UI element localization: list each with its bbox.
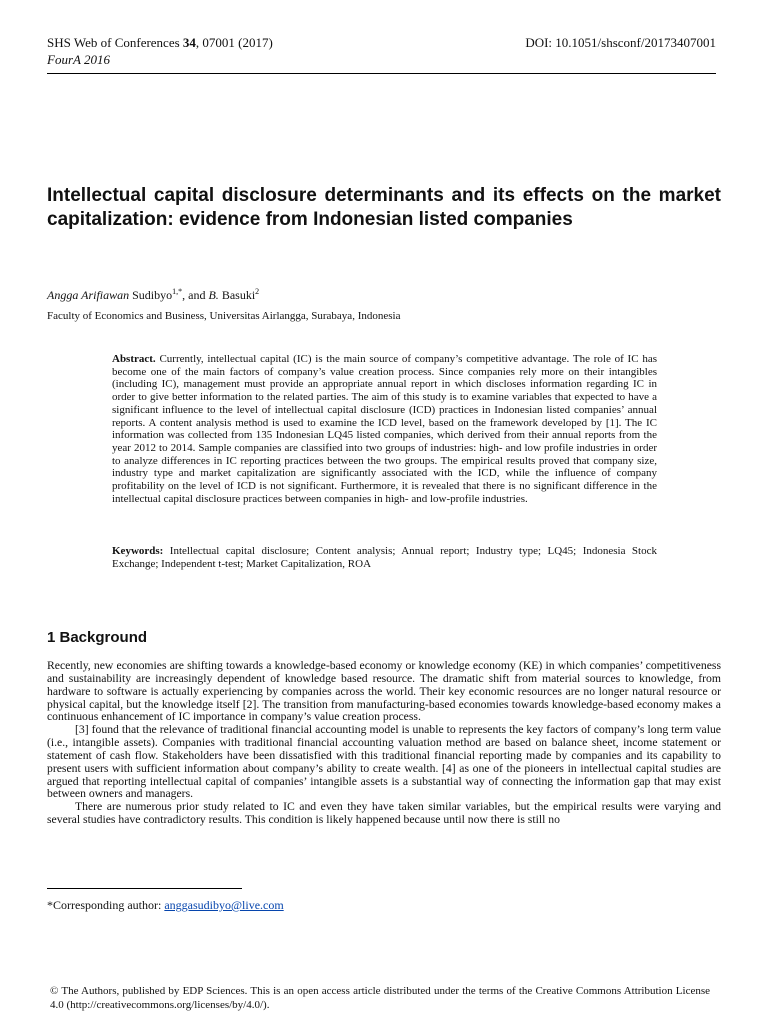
author-2-initial: B. bbox=[208, 288, 219, 302]
author-1-affiliation-mark: 1,* bbox=[172, 287, 183, 296]
author-email-link[interactable]: anggasudibyo@live.com bbox=[164, 898, 284, 912]
corresponding-author-footnote bbox=[47, 898, 284, 913]
keywords-label: Keywords: bbox=[112, 545, 164, 557]
conference-venue: FourA 2016 bbox=[47, 52, 110, 67]
license-notice: © The Authors, published by EDP Sciences. This is an open access article distributed under the terms of the Creative Commons Attribution License 4.0 (http://creativecommons.org/licenses/by/4.0/). bbox=[50, 985, 710, 1011]
doi-label: DOI: 10.1051/shsconf/20173407001 bbox=[525, 35, 716, 50]
header-divider bbox=[47, 73, 716, 74]
body-paragraph: Recently, new economies are shifting towards a knowledge-based economy or knowledge economy (KE) in which companies’ competitiveness and sustainability are increasingly dependent of knowledge based resource. The dramatic shift from material sources to knowledge, from hardware to software is actually experiencing by companies across the world. Their key economic resources are no longer natural resource or physical capital, but the knowledge itself [2]. The transition from manufacturing-based economies towards knowledge-based economy makes a continuous enhancement of IC importance in company’s value creation process. bbox=[47, 659, 721, 724]
journal-prefix: SHS Web of Conferences bbox=[47, 35, 183, 50]
abstract-label: Abstract. bbox=[112, 353, 156, 365]
footnote-label: *Corresponding author: bbox=[47, 898, 165, 912]
paper-title: Intellectual capital disclosure determinants and its effects on the market capitalization: evidence from Indonesian listed companies bbox=[47, 185, 721, 230]
abstract-text: Currently, intellectual capital (IC) is the main source of company’s competitive advantage. The role of IC has become one of the main factors of company’s value creation process. Since companies rely more on their intangibles (including IC), management must provide an appropriate annual report in which discloses information regarding IC in order to give better information to the related parties. The aim of this study is to examine variables that expected to have a significant influence to the level of intellectual capital disclosure (ICD) practices in Indonesian listed companies’ annual reports. A content analysis method is used to examine the ICD level, based on the framework developed by [1]. The IC information was collected from 135 Indonesian LQ45 listed companies, which derived from their annual reports from the year 2012 to 2014. Sample companies are classified into two groups of industries: high- and low profile industries in order to analyze differences in IC reporting practices between the two groups. The empirical results proved that company size, industry type and market capitalization are significantly associated with the ICD, while the influence of company profitability on the level of ICD is not significant. Furthermore, it is revealed that there is no significant difference in the intellectual capital disclosure practices between companies in high- and low-profile industries. bbox=[112, 353, 657, 505]
author-2-affiliation-mark: 2 bbox=[255, 287, 260, 296]
author-1-surname: Sudibyo bbox=[129, 288, 173, 302]
journal-volume: 34 bbox=[182, 35, 196, 50]
page-header bbox=[47, 34, 716, 68]
body-paragraph: [3] found that the relevance of traditional financial accounting model is unable to represents the key factors of company’s long term value (i.e., intangible assets). Companies with traditional financial accounting valuation method are based on balance sheet, income statement or statement of cash flow. Stakeholders have been dissatisfied with this traditional financial reporting made by companies and its capability to present users with sufficient information about company’s ability to create wealth. [4] as one of the pioneers in intellectual capital studies are argued that reporting intellectual capital of companies’ intangible assets is a substantial way of connecting the information gap that may exist between owners and managers. bbox=[47, 723, 721, 801]
author-1-given: Angga Arifiawan bbox=[47, 288, 130, 302]
section-heading: 1 Background bbox=[47, 629, 148, 646]
author-2-surname: Basuki bbox=[218, 288, 256, 302]
author-connector: , and bbox=[182, 288, 209, 302]
abstract bbox=[112, 353, 657, 505]
affiliation: Faculty of Economics and Business, Universitas Airlangga, Surabaya, Indonesia bbox=[47, 310, 401, 322]
section-body bbox=[47, 660, 721, 827]
keywords-text: Intellectual capital disclosure; Content analysis; Annual report; Industry type; LQ45; Indonesia Stock Exchange; Independent t-test; Market Capitalization, ROA bbox=[112, 545, 657, 570]
body-paragraph: There are numerous prior study related to IC and even they have taken similar variables, but the empirical results were varying and several studies have contradictory results. This condition is likely happened because until now there is still no bbox=[47, 800, 721, 827]
keywords bbox=[112, 545, 657, 570]
article-info: , 07001 (2017) bbox=[195, 35, 273, 50]
author-list bbox=[47, 288, 259, 303]
footnote-divider bbox=[47, 888, 242, 889]
